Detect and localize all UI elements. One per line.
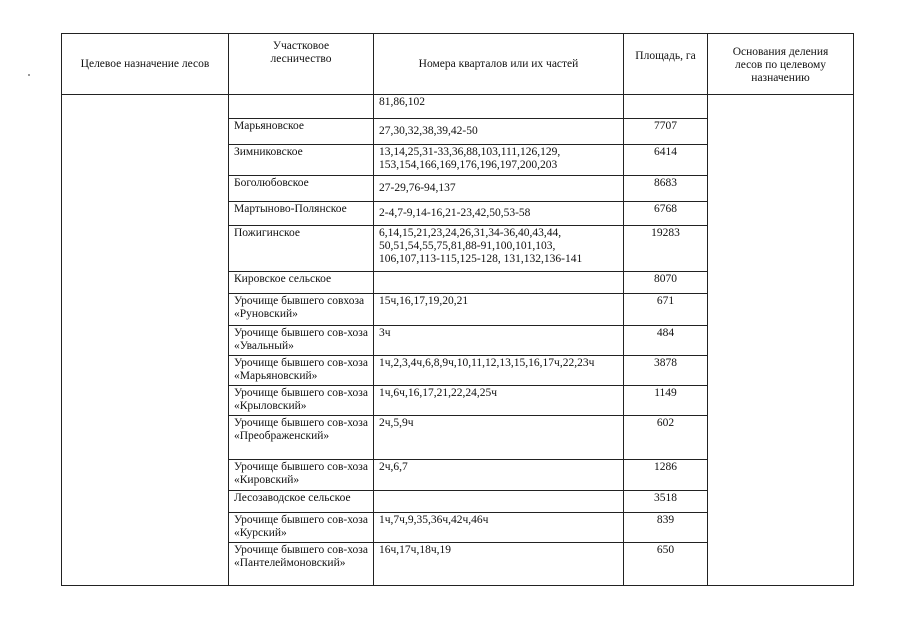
quarters-cell <box>374 272 624 294</box>
district-cell: Мартыново-Полянское <box>229 202 374 226</box>
area-cell: 650 <box>624 543 708 586</box>
area-cell: 19283 <box>624 226 708 272</box>
header-area-label: Площадь, га <box>635 50 696 62</box>
quarters-cell: 2ч,5,9ч <box>374 416 624 460</box>
scan-artifact-dot <box>28 74 30 76</box>
area-cell: 8070 <box>624 272 708 294</box>
area-cell: 6768 <box>624 202 708 226</box>
quarters-cell: 1ч,2,3,4ч,6,8,9ч,10,11,12,13,15,16,17ч,22,23ч <box>374 356 624 386</box>
table-row <box>62 95 854 119</box>
header-purpose: Целевое назначение лесов <box>62 34 229 95</box>
quarters-cell: 1ч,6ч,16,17,21,22,24,25ч <box>374 386 624 416</box>
area-cell: 1149 <box>624 386 708 416</box>
district-cell: Урочище бывшего сов-хоза «Курский» <box>229 513 374 543</box>
area-cell: 7707 <box>624 119 708 145</box>
forest-purpose-table <box>61 33 854 586</box>
district-cell: Урочище бывшего сов-хоза «Марьяновский» <box>229 356 374 386</box>
quarters-cell: 81,86,102 <box>374 95 624 119</box>
area-cell: 3878 <box>624 356 708 386</box>
header-area <box>624 34 708 95</box>
district-cell: Урочище бывшего сов-хоза «Преображенский» <box>229 416 374 460</box>
area-cell <box>624 95 708 119</box>
header-quarters: Номера кварталов или их частей <box>374 34 624 95</box>
header-district <box>229 34 374 95</box>
district-cell <box>229 95 374 119</box>
district-cell: Зимниковское <box>229 145 374 176</box>
area-cell: 671 <box>624 294 708 326</box>
quarters-cell: 6,14,15,21,23,24,26,31,34-36,40,43,44, 50,51,54,55,75,81,88-91,100,101,103, 106,107,113-115,125-128, 131,132,136-141 <box>374 226 624 272</box>
quarters-cell: 27-29,76-94,137 <box>374 176 624 202</box>
district-cell: Урочище бывшего сов-хоза «Пантелеймоновский» <box>229 543 374 586</box>
district-cell: Урочище бывшего совхоза «Руновский» <box>229 294 374 326</box>
district-cell: Урочище бывшего сов-хоза «Кировский» <box>229 460 374 491</box>
area-cell: 3518 <box>624 491 708 513</box>
district-cell: Лесозаводское сельское <box>229 491 374 513</box>
header-basis-label: Основания деления лесов по целевому назначению <box>732 45 829 84</box>
district-cell: Урочище бывшего сов-хоза «Крыловский» <box>229 386 374 416</box>
header-district-label: Участковое лесничество <box>270 40 332 65</box>
district-cell: Пожигинское <box>229 226 374 272</box>
area-cell: 6414 <box>624 145 708 176</box>
table-header-row <box>62 34 854 95</box>
purpose-cell <box>62 95 229 586</box>
district-cell: Урочище бывшего сов-хоза «Увальный» <box>229 326 374 356</box>
header-basis <box>708 34 854 95</box>
quarters-cell: 15ч,16,17,19,20,21 <box>374 294 624 326</box>
quarters-cell: 2-4,7-9,14-16,21-23,42,50,53-58 <box>374 202 624 226</box>
area-cell: 1286 <box>624 460 708 491</box>
area-cell: 602 <box>624 416 708 460</box>
basis-cell <box>708 95 854 586</box>
district-cell: Марьяновское <box>229 119 374 145</box>
quarters-cell: 27,30,32,38,39,42-50 <box>374 119 624 145</box>
quarters-cell: 3ч <box>374 326 624 356</box>
quarters-cell: 1ч,7ч,9,35,36ч,42ч,46ч <box>374 513 624 543</box>
quarters-cell <box>374 491 624 513</box>
quarters-cell: 16ч,17ч,18ч,19 <box>374 543 624 586</box>
district-cell: Кировское сельское <box>229 272 374 294</box>
quarters-cell: 13,14,25,31-33,36,88,103,111,126,129, 153,154,166,169,176,196,197,200,203 <box>374 145 624 176</box>
area-cell: 484 <box>624 326 708 356</box>
quarters-cell: 2ч,6,7 <box>374 460 624 491</box>
area-cell: 839 <box>624 513 708 543</box>
district-cell: Боголюбовское <box>229 176 374 202</box>
area-cell: 8683 <box>624 176 708 202</box>
